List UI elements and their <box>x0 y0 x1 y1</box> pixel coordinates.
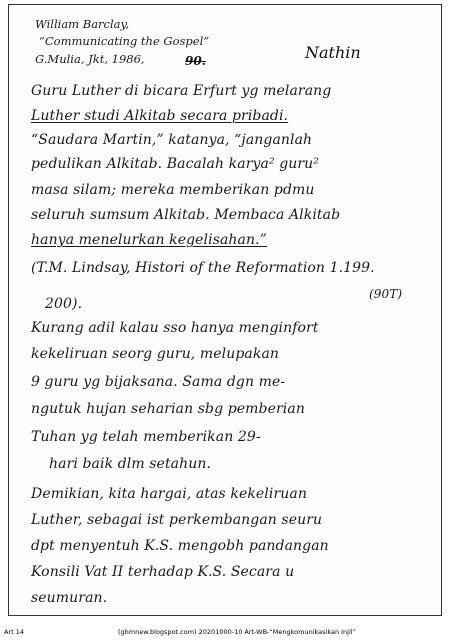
annotator-signature: Nathin <box>305 43 361 62</box>
line-12: 9 guru yg bijaksana. Sama dgn me- <box>31 374 286 390</box>
crossed-mark: 90. <box>185 54 206 68</box>
line-5: masa silam; mereka memberikan pdmu <box>31 182 315 198</box>
handwritten-note-page <box>8 4 442 616</box>
line-10: Kurang adil kalau sso hanya menginfort <box>31 320 319 336</box>
line-19: Konsili Vat II terhadap K.S. Secara u <box>31 564 295 580</box>
line-9: 200). <box>45 296 83 312</box>
line-1-text: Guru Luther di bicara Erfurt yg melarang <box>31 83 332 99</box>
line-15: hari baik dlm setahun. <box>49 456 212 472</box>
source-publisher: G.Mulia, Jkt, 1986, <box>35 52 145 66</box>
line-1 <box>31 84 331 98</box>
line-4: pedulikan Alkitab. Bacalah karya² guru² <box>31 156 320 172</box>
footer-source-caption: (ghmnew.blogspot.com) 20201000-10 Art-WB-“Mengkomunikasikan Injil” <box>118 628 356 636</box>
margin-note: (90T) <box>369 287 403 301</box>
line-11: kekeliruan seorg guru, melupakan <box>31 346 280 362</box>
line-6: seluruh sumsum Alkitab. Membaca Alkitab <box>31 207 341 223</box>
line-7: hanya menelurkan kegelisahan.” <box>31 232 267 248</box>
line-14: Tuhan yg telah memberikan 29- <box>31 429 261 445</box>
source-author: William Barclay, <box>35 17 130 31</box>
line-8: (T.M. Lindsay, Histori of the Reformation 1.199. <box>31 260 375 276</box>
line-16: Demikian, kita hargai, atas kekeliruan <box>31 486 307 502</box>
source-title: “Communicating the Gospel” <box>39 34 210 48</box>
line-20: seumuran. <box>31 590 108 606</box>
line-13: ngutuk hujan seharian sbg pemberian <box>31 401 305 417</box>
line-3: “Saudara Martin,” katanya, “janganlah <box>31 132 313 148</box>
line-18: dpt menyentuh K.S. mengobh pandangan <box>31 538 329 554</box>
line-2: Luther studi Alkitab secara pribadi. <box>31 108 289 124</box>
line-17: Luther, sebagai ist perkembangan seuru <box>31 512 323 528</box>
footer-article-number: Art 14 <box>4 628 25 636</box>
